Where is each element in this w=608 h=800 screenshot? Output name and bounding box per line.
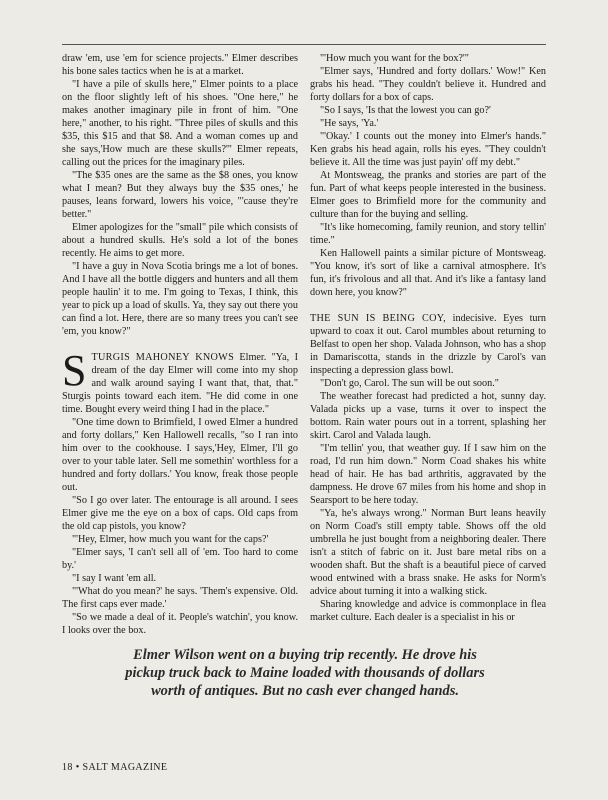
paragraph: At Montsweag, the pranks and stories are part of the fun. Part of what keeps people interested in the business. Elmer goes to Brimfield more for the community and culture than for the buying and selling. (310, 170, 546, 220)
paragraph: "'How much you want for the box?'" (320, 53, 469, 64)
paragraph: "So we made a deal of it. People's watchin', you know. I looks over the box. (62, 612, 298, 636)
paragraph: "So I go over later. The entourage is all around. I sees Elmer give me the eye on a box of caps. Old caps from the old cap pistols, you know? (62, 495, 298, 532)
paragraph: "Elmer says, 'I can't sell all of 'em. Too hard to come by.' (62, 547, 298, 571)
paragraph: "'Okay.' I counts out the money into Elmer's hands." Ken grabs his head again, rolls his eyes. "They couldn't believe it. All the time was just payin' off my debt." (310, 131, 546, 168)
paragraph-text: indecisive. Eyes turn upward to coax it out. Carol mumbles about returning to Belfast to open her shop. Valada Johnson, who has a shop in Damariscotta, stands in the drizzle by Carol's van inspecting a depression glass bowl. (310, 313, 546, 376)
section-opening-paragraph (62, 346, 298, 416)
paragraph: "I'm tellin' you, that weather guy. If I saw him on the road, I'd run him down." Norm Coad shakes his white head of hair. He has bad arthritis, aggravated by the dampness. He drove 67 miles from his home and shop in Searsport to be here today. (310, 443, 546, 506)
right-column (310, 52, 546, 624)
paragraph: Sharing knowledge and advice is commonplace in flea market culture. Each dealer is a specialist in his or (310, 599, 546, 623)
pull-quote-line: worth of antiques. But no cash ever changed hands. (151, 683, 459, 699)
paragraph: "I have a pile of skulls here," Elmer points to a place on the floor slightly left of his shoes. "One here," he makes another imaginary pile in front of him. "One here," another, to his right. "Three piles of skulls and this $35, this $15 and that $8. And a woman comes up and she says,'How much are these skulls?'" Elmer repeats, calling out the prices for the imaginary piles. (62, 79, 298, 168)
paragraph: "I have a guy in Nova Scotia brings me a lot of bones. And I have all the bottle diggers and hunters and all them people haulin' it to me. I'm going to Texas, I think, this year to pick up a load of skulls. Ya, they say out there you can find a lot. Here, there are so many trees you can't see 'em, you know?" (62, 261, 298, 337)
paragraph: draw 'em, use 'em for science projects." Elmer describes his bone sales tactics when he is at a market. (62, 53, 298, 77)
paragraph: "'Hey, Elmer, how much you want for the caps?' (72, 534, 269, 545)
page-folio: 18 • SALT MAGAZINE (62, 762, 168, 773)
drop-cap: S (62, 346, 87, 395)
paragraph: "'What do you mean?' he says. 'Them's expensive. Old. The first caps ever made.' (62, 586, 298, 610)
lead-in-caps: TURGIS MAHONEY KNOWS (91, 352, 235, 363)
paragraph: Ken Hallowell paints a similar picture of Montsweag. "You know, it's sort of like a carnival atmosphere. It's fun, it's frivolous and all that. And it's like a fantasy land down here, you know?" (310, 248, 546, 298)
paragraph: "The $35 ones are the same as the $8 ones, you know what I mean? But they always buy the $35 ones,' he pauses, leans forward, lowers his voice, "'cause they're better." (62, 170, 298, 220)
lead-in-caps: THE SUN IS BEING COY, (310, 313, 446, 324)
paragraph: "It's like homecoming, family reunion, and story tellin' time." (310, 222, 546, 246)
top-rule (62, 44, 546, 45)
pull-quote-line: pickup truck back to Maine loaded with thousands of dollars (125, 665, 485, 681)
pull-quote-line: Elmer Wilson went on a buying trip recently. He drove his (133, 647, 477, 663)
paragraph: The weather forecast had predicted a hot, sunny day. Valada picks up a vase, turns it over to inspect the bottom. Rain water pours out in a torrent, splashing her skirt. Carol and Valada laugh. (310, 391, 546, 441)
paragraph: "Don't go, Carol. The sun will be out soon." (320, 378, 499, 389)
left-column (62, 52, 298, 637)
paragraph: Elmer apologizes for the "small" pile which consists of about a hundred skulls. He's sold a lot of the bones recently. He aims to get more. (62, 222, 298, 259)
paragraph: "Ya, he's always wrong." Norman Burt leans heavily on Norm Coad's still empty table. Shows off the old umbrella he just bought from a neighboring dealer. There isn't a stitch of fabric on it. Just bare metal ribs on a wooden shaft. But the shaft is a beautiful piece of carved wood entwined with a brass snake. He asks for Norm's advice about turning it into a walking stick. (310, 508, 546, 597)
section-opening-paragraph (310, 312, 546, 377)
paragraph: "Elmer says, 'Hundred and forty dollars.' Wow!" Ken grabs his head. "They couldn't believe it. Hundred and forty dollars for a box of caps. (310, 66, 546, 103)
paragraph: "One time down to Brimfield, I owed Elmer a hundred and forty dollars," Ken Hallowell recalls, "so I ran into him over to the cookhouse. I says,'Hey, Elmer, I'll go over to your table later. Sell me somethin' worthless for a hundred and forty dollars.' You know, freak those people out. (62, 417, 298, 493)
paragraph: "So I says, 'Is that the lowest you can go?' (320, 105, 491, 116)
pull-quote (100, 646, 510, 700)
paragraph: "He says, 'Ya.' (320, 118, 379, 129)
paragraph-text: Elmer. "Ya, I dream of the day Elmer will come into my shop and walk around saying I want that, that, that." Sturgis points toward each item. "He did come in one time. Bought every weird thing I had in the place." (62, 352, 298, 415)
paragraph: "I say I want 'em all. (72, 573, 157, 584)
